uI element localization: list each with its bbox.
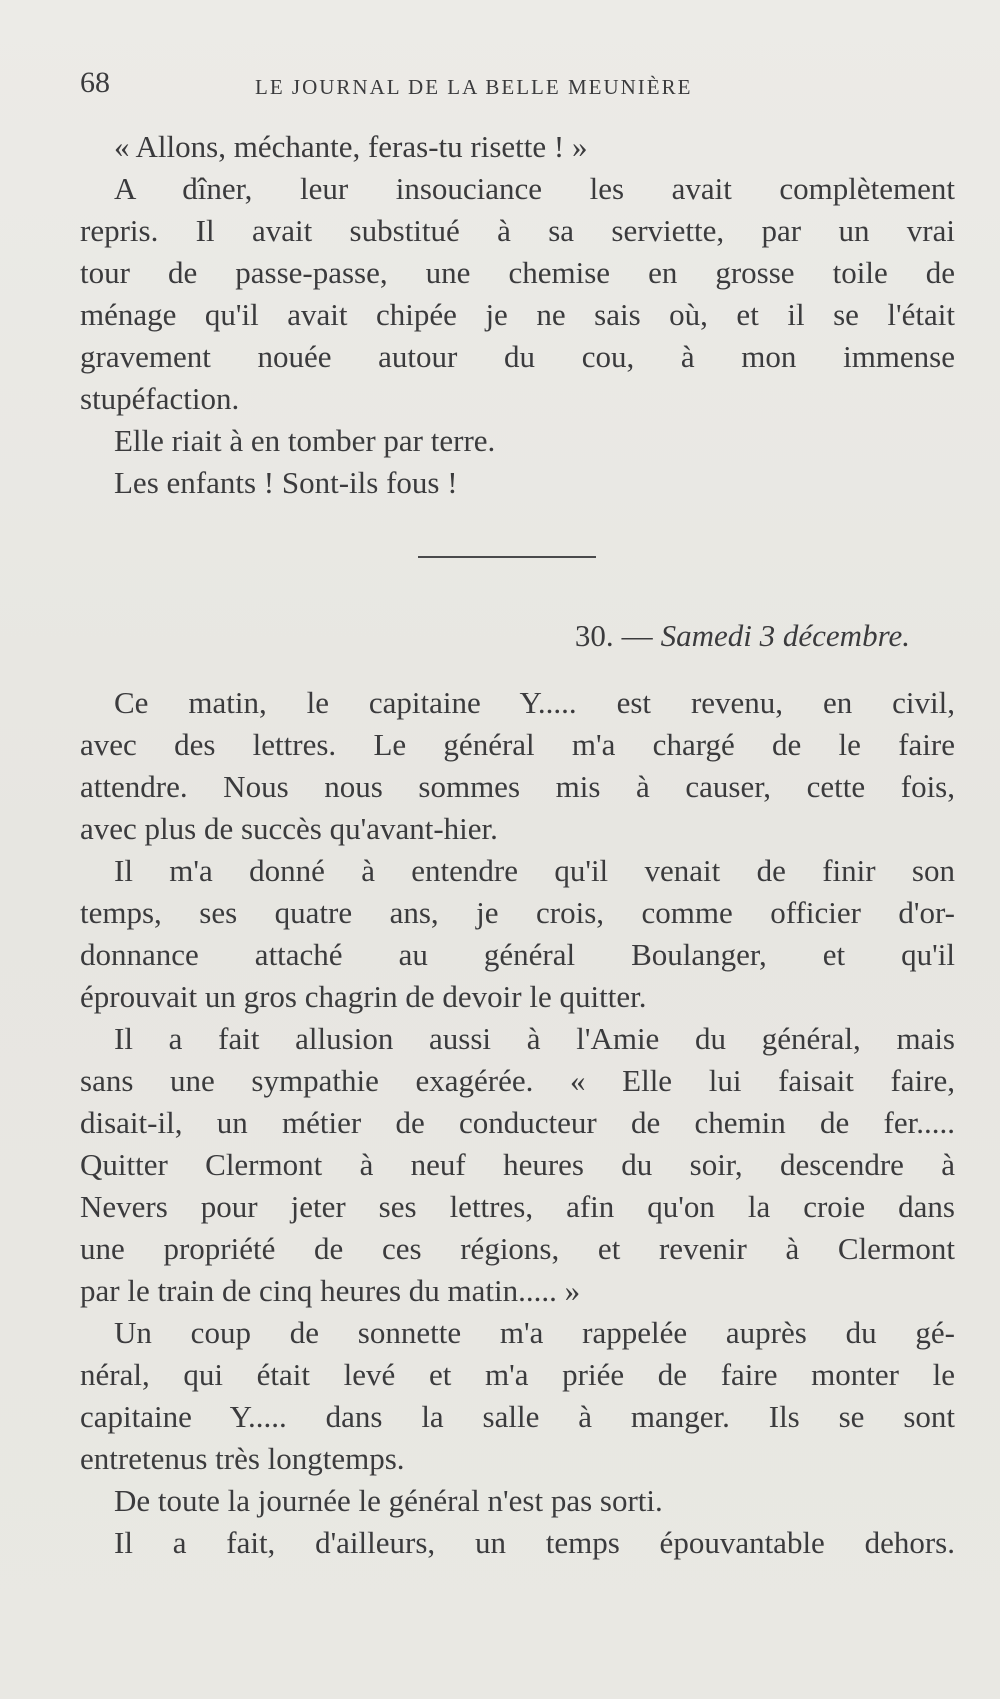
text-line: A dîner, leur insouciance les avait complètement bbox=[114, 171, 955, 206]
text-line: Nevers pour jeter ses lettres, afin qu'on la croie dans bbox=[80, 1189, 955, 1224]
entry-dateline bbox=[80, 618, 910, 654]
text-line: Ce matin, le capitaine Y..... est revenu, en civil, bbox=[114, 685, 955, 720]
text-line: Il m'a donné à entendre qu'il venait de finir son bbox=[114, 853, 955, 888]
text-line: repris. Il avait substitué à sa serviette, par un vrai bbox=[80, 213, 955, 248]
page-number: 68 bbox=[80, 66, 110, 99]
text-line: « Allons, méchante, feras-tu risette ! » bbox=[114, 129, 588, 164]
text-line: Un coup de sonnette m'a rappelée auprès du gé- bbox=[114, 1315, 955, 1350]
entry-dash: — bbox=[621, 618, 653, 653]
text-line: gravement nouée autour du cou, à mon immense bbox=[80, 339, 955, 374]
text-line: capitaine Y..... dans la salle à manger. Ils se sont bbox=[80, 1399, 955, 1434]
text-line: temps, ses quatre ans, je crois, comme officier d'or- bbox=[80, 895, 955, 930]
text-line: Elle riait à en tomber par terre. bbox=[114, 423, 496, 458]
text-line: De toute la journée le général n'est pas sorti. bbox=[114, 1483, 663, 1518]
text-line: une propriété de ces régions, et revenir à Clermont bbox=[80, 1231, 955, 1266]
text-line: éprouvait un gros chagrin de devoir le quitter. bbox=[80, 979, 647, 1014]
text-line: par le train de cinq heures du matin..... » bbox=[80, 1273, 581, 1308]
text-line: Il a fait, d'ailleurs, un temps épouvantable dehors. bbox=[114, 1525, 955, 1560]
top-paragraphs bbox=[80, 126, 955, 504]
text-line: néral, qui était levé et m'a priée de faire monter le bbox=[80, 1357, 955, 1392]
text-line: sans une sympathie exagérée. « Elle lui faisait faire, bbox=[80, 1063, 955, 1098]
entry-date: Samedi 3 décembre. bbox=[660, 618, 910, 653]
text-line: stupéfaction. bbox=[80, 381, 240, 416]
text-line: disait-il, un métier de conducteur de chemin de fer..... bbox=[80, 1105, 955, 1140]
running-head bbox=[80, 66, 960, 106]
text-line: donnance attaché au général Boulanger, et qu'il bbox=[80, 937, 955, 972]
text-line: Quitter Clermont à neuf heures du soir, descendre à bbox=[80, 1147, 955, 1182]
section-divider bbox=[418, 556, 596, 558]
text-line: entretenus très longtemps. bbox=[80, 1441, 405, 1476]
main-paragraphs bbox=[80, 682, 955, 1564]
text-line: Il a fait allusion aussi à l'Amie du général, mais bbox=[114, 1021, 955, 1056]
text-line: tour de passe-passe, une chemise en grosse toile de bbox=[80, 255, 955, 290]
text-line: avec plus de succès qu'avant-hier. bbox=[80, 811, 498, 846]
entry-number: 30. bbox=[574, 618, 614, 653]
text-line: Les enfants ! Sont-ils fous ! bbox=[114, 465, 458, 500]
running-title: LE JOURNAL DE LA BELLE MEUNIÈRE bbox=[255, 75, 693, 99]
text-line: avec des lettres. Le général m'a chargé de le faire bbox=[80, 727, 955, 762]
text-line: ménage qu'il avait chipée je ne sais où, et il se l'était bbox=[80, 297, 955, 332]
text-line: attendre. Nous nous sommes mis à causer, cette fois, bbox=[80, 769, 955, 804]
